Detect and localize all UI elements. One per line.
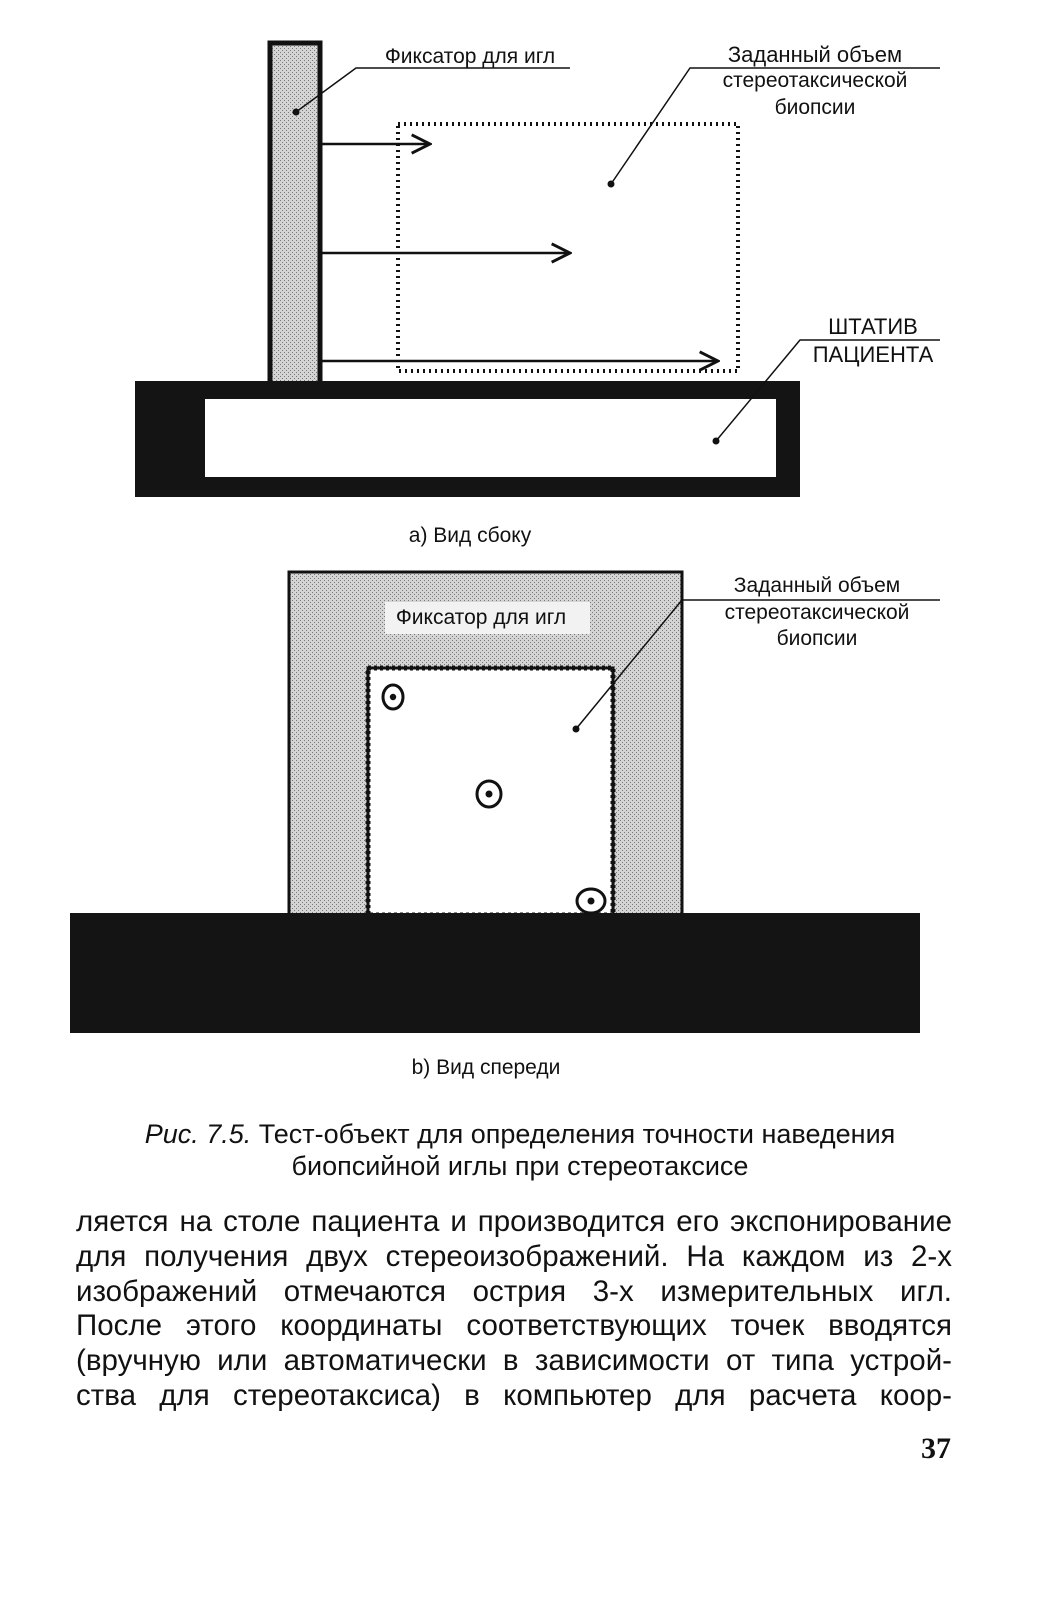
leader-dot (713, 438, 720, 445)
needle-holder-column (270, 43, 320, 388)
biopsy-volume-outline (398, 124, 738, 371)
leader-line (296, 68, 570, 112)
page-number: 37 (921, 1432, 951, 1465)
subcaption-a: а) Вид сбоку (408, 524, 532, 547)
body-line: После этого координаты соответствующих точек вводятся (76, 1309, 952, 1343)
volume-label-line2: стереотаксической (724, 601, 910, 624)
caption-line2: биопсийной иглы при стереотаксисе (291, 1151, 749, 1181)
figure-number: Рис. 7.5. (144, 1119, 252, 1149)
needle-holder-label: Фиксатор для игл (395, 606, 567, 629)
stand-label-line2: ПАЦИЕНТА (812, 342, 934, 367)
caption-text-1: Тест-объект для определения точности наведения (258, 1119, 896, 1149)
volume-label-line1: Заданный объем (727, 42, 903, 67)
body-line: для получения двух стереоизображений. На каждом из 2-х (76, 1239, 952, 1273)
base-platform (70, 913, 920, 1033)
needle-holder-label: Фиксатор для игл (384, 45, 556, 68)
figure-caption (60, 1118, 980, 1182)
leader-dot (573, 726, 580, 733)
volume-label-line2: стереотаксической (722, 69, 908, 92)
patient-stand-base (135, 381, 800, 497)
needle-tip-marker (577, 889, 605, 913)
body-line: ляется на столе пациента и производится его экспонирование (76, 1205, 952, 1238)
needle-tip-marker (383, 685, 403, 709)
figure-a-side-view (135, 42, 940, 547)
body-paragraph (76, 1205, 952, 1414)
volume-label-line3: биопсии (774, 96, 856, 119)
body-line: (вручную или автоматически в зависимости от типа устрой- (76, 1344, 952, 1378)
stand-label-line1: ШТАТИВ (828, 314, 918, 339)
body-line: ства для стереотаксиса) в компьютер для расчета коор- (76, 1378, 952, 1412)
volume-label-line1: Заданный объем (733, 574, 901, 597)
caption-line1 (60, 1118, 980, 1150)
leader-dot (293, 109, 300, 116)
body-line: изображений отмечаются острия 3-х измерительных игл. (76, 1274, 952, 1308)
subcaption-b: b) Вид спереди (411, 1056, 561, 1079)
leader-dot (608, 181, 615, 188)
volume-label-line3: биопсии (776, 627, 858, 650)
needle-tip-marker (477, 781, 501, 807)
figure-b-front-view (70, 572, 940, 1079)
